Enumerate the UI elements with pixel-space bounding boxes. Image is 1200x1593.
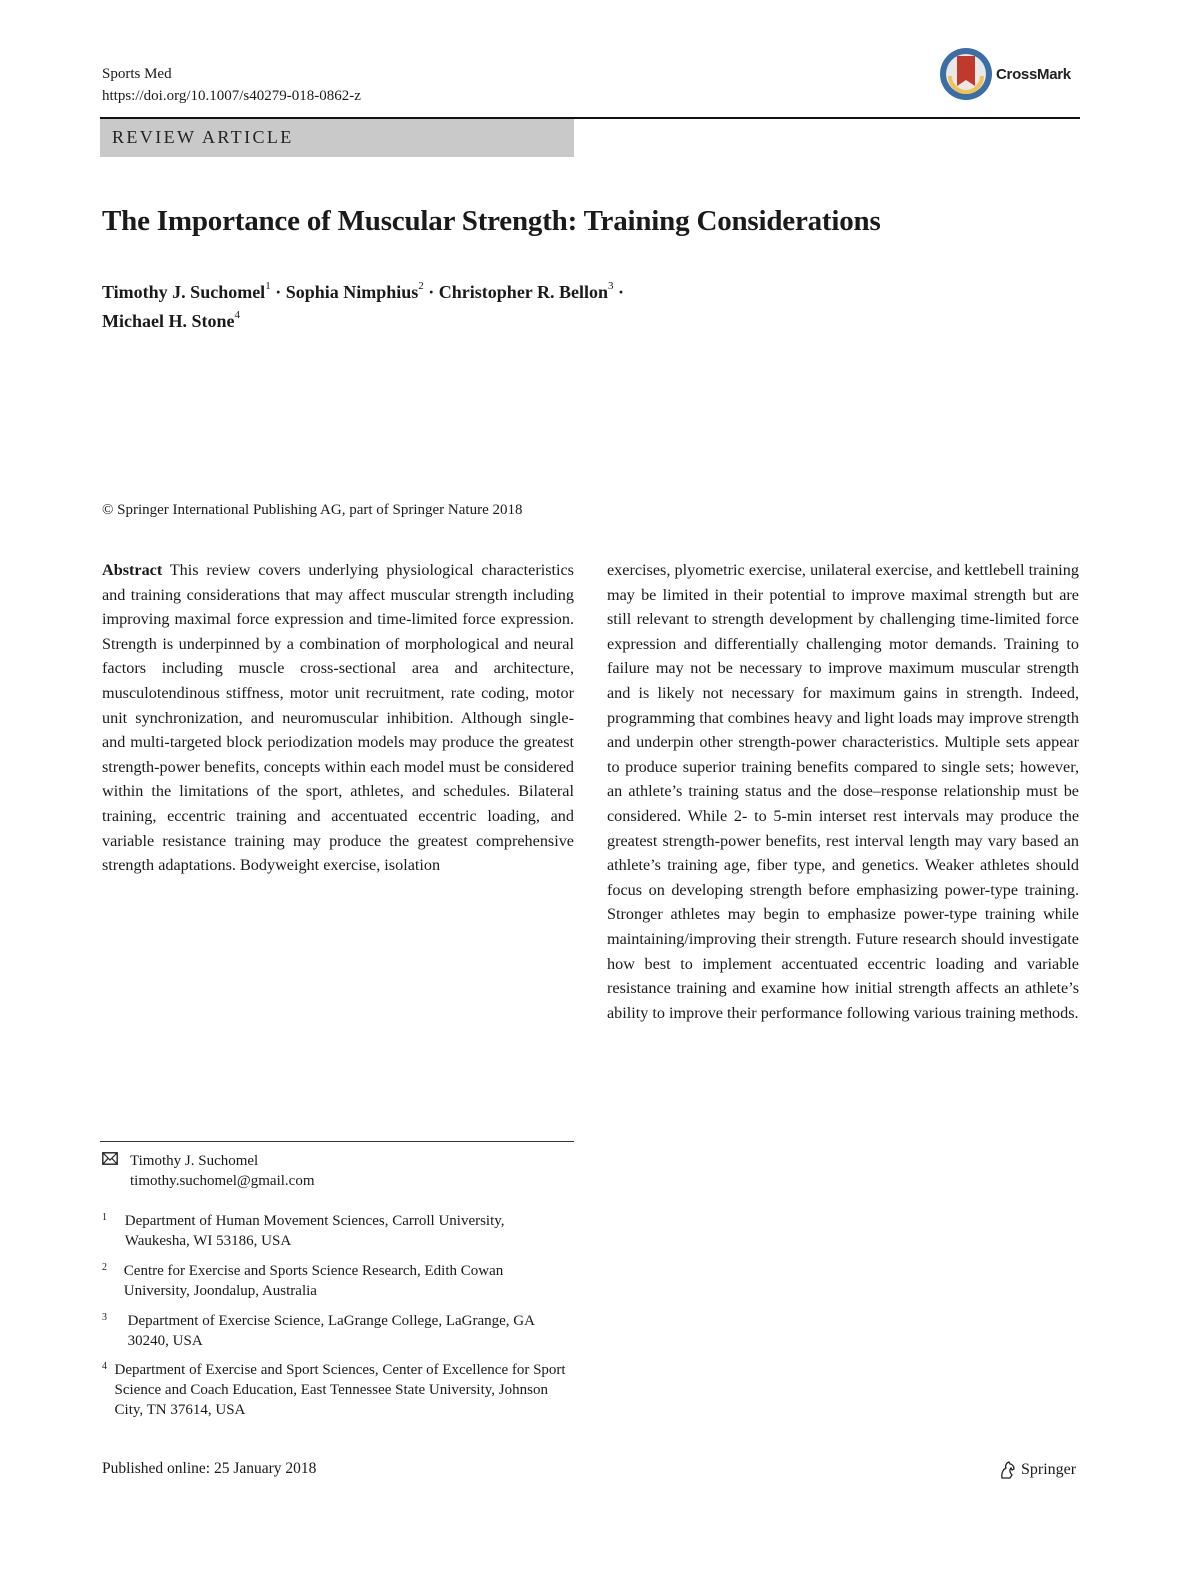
author-name[interactable]: Christopher R. Bellon (438, 282, 608, 302)
article-type-label: REVIEW ARTICLE (112, 127, 294, 147)
correspondence-email[interactable]: timothy.suchomel@gmail.com (130, 1173, 315, 1189)
abstract-label: Abstract (102, 561, 163, 579)
affiliation-number: 2 (102, 1262, 107, 1273)
author-separator: · (613, 282, 624, 302)
affiliation-text: Department of Human Movement Sciences, Carroll University, Waukesha, WI 53186, USA (124, 1213, 505, 1249)
article-type-banner (100, 119, 574, 157)
abstract-text-right: exercises, plyometric exercise, unilateral exercise, and kettlebell training may be limited in their potential to improve maximal strength but are still relevant to strength development by challenging time-limited force expression and differentially challenging motor demands. Training to failure may not be necessary to improve maximum muscular strength and is likely not necessary for maximum gains in strength. Indeed, programming that combines heavy and light loads may improve strength and underpin other strength-power characteristics. Multiple sets appear to produce superior training benefits compared to single sets; however, an athlete’s training status and the dose–response relationship must be considered. While 2- to 5-min interset rest intervals may produce the greatest strength-power benefits, rest interval length may vary based an athlete’s training age, fiber type, and genetics. Weaker athletes should focus on developing strength before emphasizing power-type training. Stronger athletes may begin to emphasize power-type training while maintaining/improving their strength. Future research should investigate how best to implement accentuated eccentric loading and variable resistance training and examine how initial strength affects an athlete’s ability to improve their performance following various training methods. (607, 561, 1079, 1022)
article-title: The Importance of Muscular Strength: Training Considerations (102, 205, 881, 237)
author-name[interactable]: Michael H. Stone (102, 311, 235, 331)
abstract-text-left: This review covers underlying physiological characteristics and training considerations that may affect muscular strength including improving maximal force expression and time-limited force expression. Strength is underpinned by a combination of morphological and neural factors including muscle cross-sectional area and architecture, musculotendinous stiffness, motor unit recruitment, rate coding, motor unit synchronization, and neuromuscular inhibition. Although single- and multi-targeted block periodization models may produce the greatest strength-power benefits, concepts within each model must be considered within the limitations of the sport, athletes, and schedules. Bilateral training, eccentric training and accentuated eccentric loading, and variable resistance training may produce the greatest comprehensive strength adaptations. Bodyweight exercise, isolation (102, 561, 574, 875)
abstract-left-column (102, 558, 574, 878)
crossmark-badge[interactable] (938, 46, 1083, 102)
affiliation-number: 3 (102, 1312, 107, 1323)
affiliation-item (102, 1211, 572, 1251)
affiliation-item (102, 1360, 572, 1420)
author-affiliation-mark: 2 (418, 280, 424, 292)
doi-link[interactable]: https://doi.org/10.1007/s40279-018-0862-z (102, 88, 361, 104)
publisher-name: Springer (1021, 1461, 1077, 1478)
author-affiliation-mark: 1 (265, 280, 271, 292)
affiliation-number: 4 (102, 1361, 107, 1372)
springer-horse-icon (998, 1460, 1018, 1480)
affiliation-number: 1 (102, 1212, 107, 1223)
author-affiliation-mark: 4 (234, 309, 240, 321)
envelope-icon (102, 1151, 130, 1191)
footnote-rule (100, 1141, 574, 1142)
affiliation-item (102, 1261, 572, 1301)
author-list (102, 276, 624, 334)
author-affiliation-mark: 3 (607, 280, 614, 292)
affiliation-text: Department of Exercise and Sport Sciences, Center of Excellence for Sport Science and Coach Education, East Tennessee State University, Johnson City, TN 37614, USA (114, 1362, 566, 1418)
abstract-right-column (607, 558, 1079, 1025)
copyright-line: © Springer International Publishing AG, part of Springer Nature 2018 (102, 502, 523, 518)
correspondence (102, 1151, 314, 1191)
author-separator: · (423, 282, 439, 302)
affiliation-text: Department of Exercise Science, LaGrange College, LaGrange, GA 30240, USA (127, 1313, 535, 1349)
published-date: Published online: 25 January 2018 (102, 1460, 317, 1477)
crossmark-label: CrossMark (996, 65, 1071, 83)
correspondence-name: Timothy J. Suchomel (130, 1153, 259, 1169)
author-name[interactable]: Timothy J. Suchomel (102, 282, 266, 302)
author-name[interactable]: Sophia Nimphius (285, 282, 419, 302)
journal-name: Sports Med (102, 66, 172, 82)
journal-info (102, 63, 361, 107)
affiliation-item (102, 1311, 572, 1351)
springer-logo (998, 1460, 1076, 1480)
affiliation-text: Centre for Exercise and Sports Science Research, Edith Cowan University, Joondalup, Australia (123, 1263, 504, 1299)
author-separator: · (270, 282, 286, 302)
crossmark-icon (938, 46, 994, 102)
